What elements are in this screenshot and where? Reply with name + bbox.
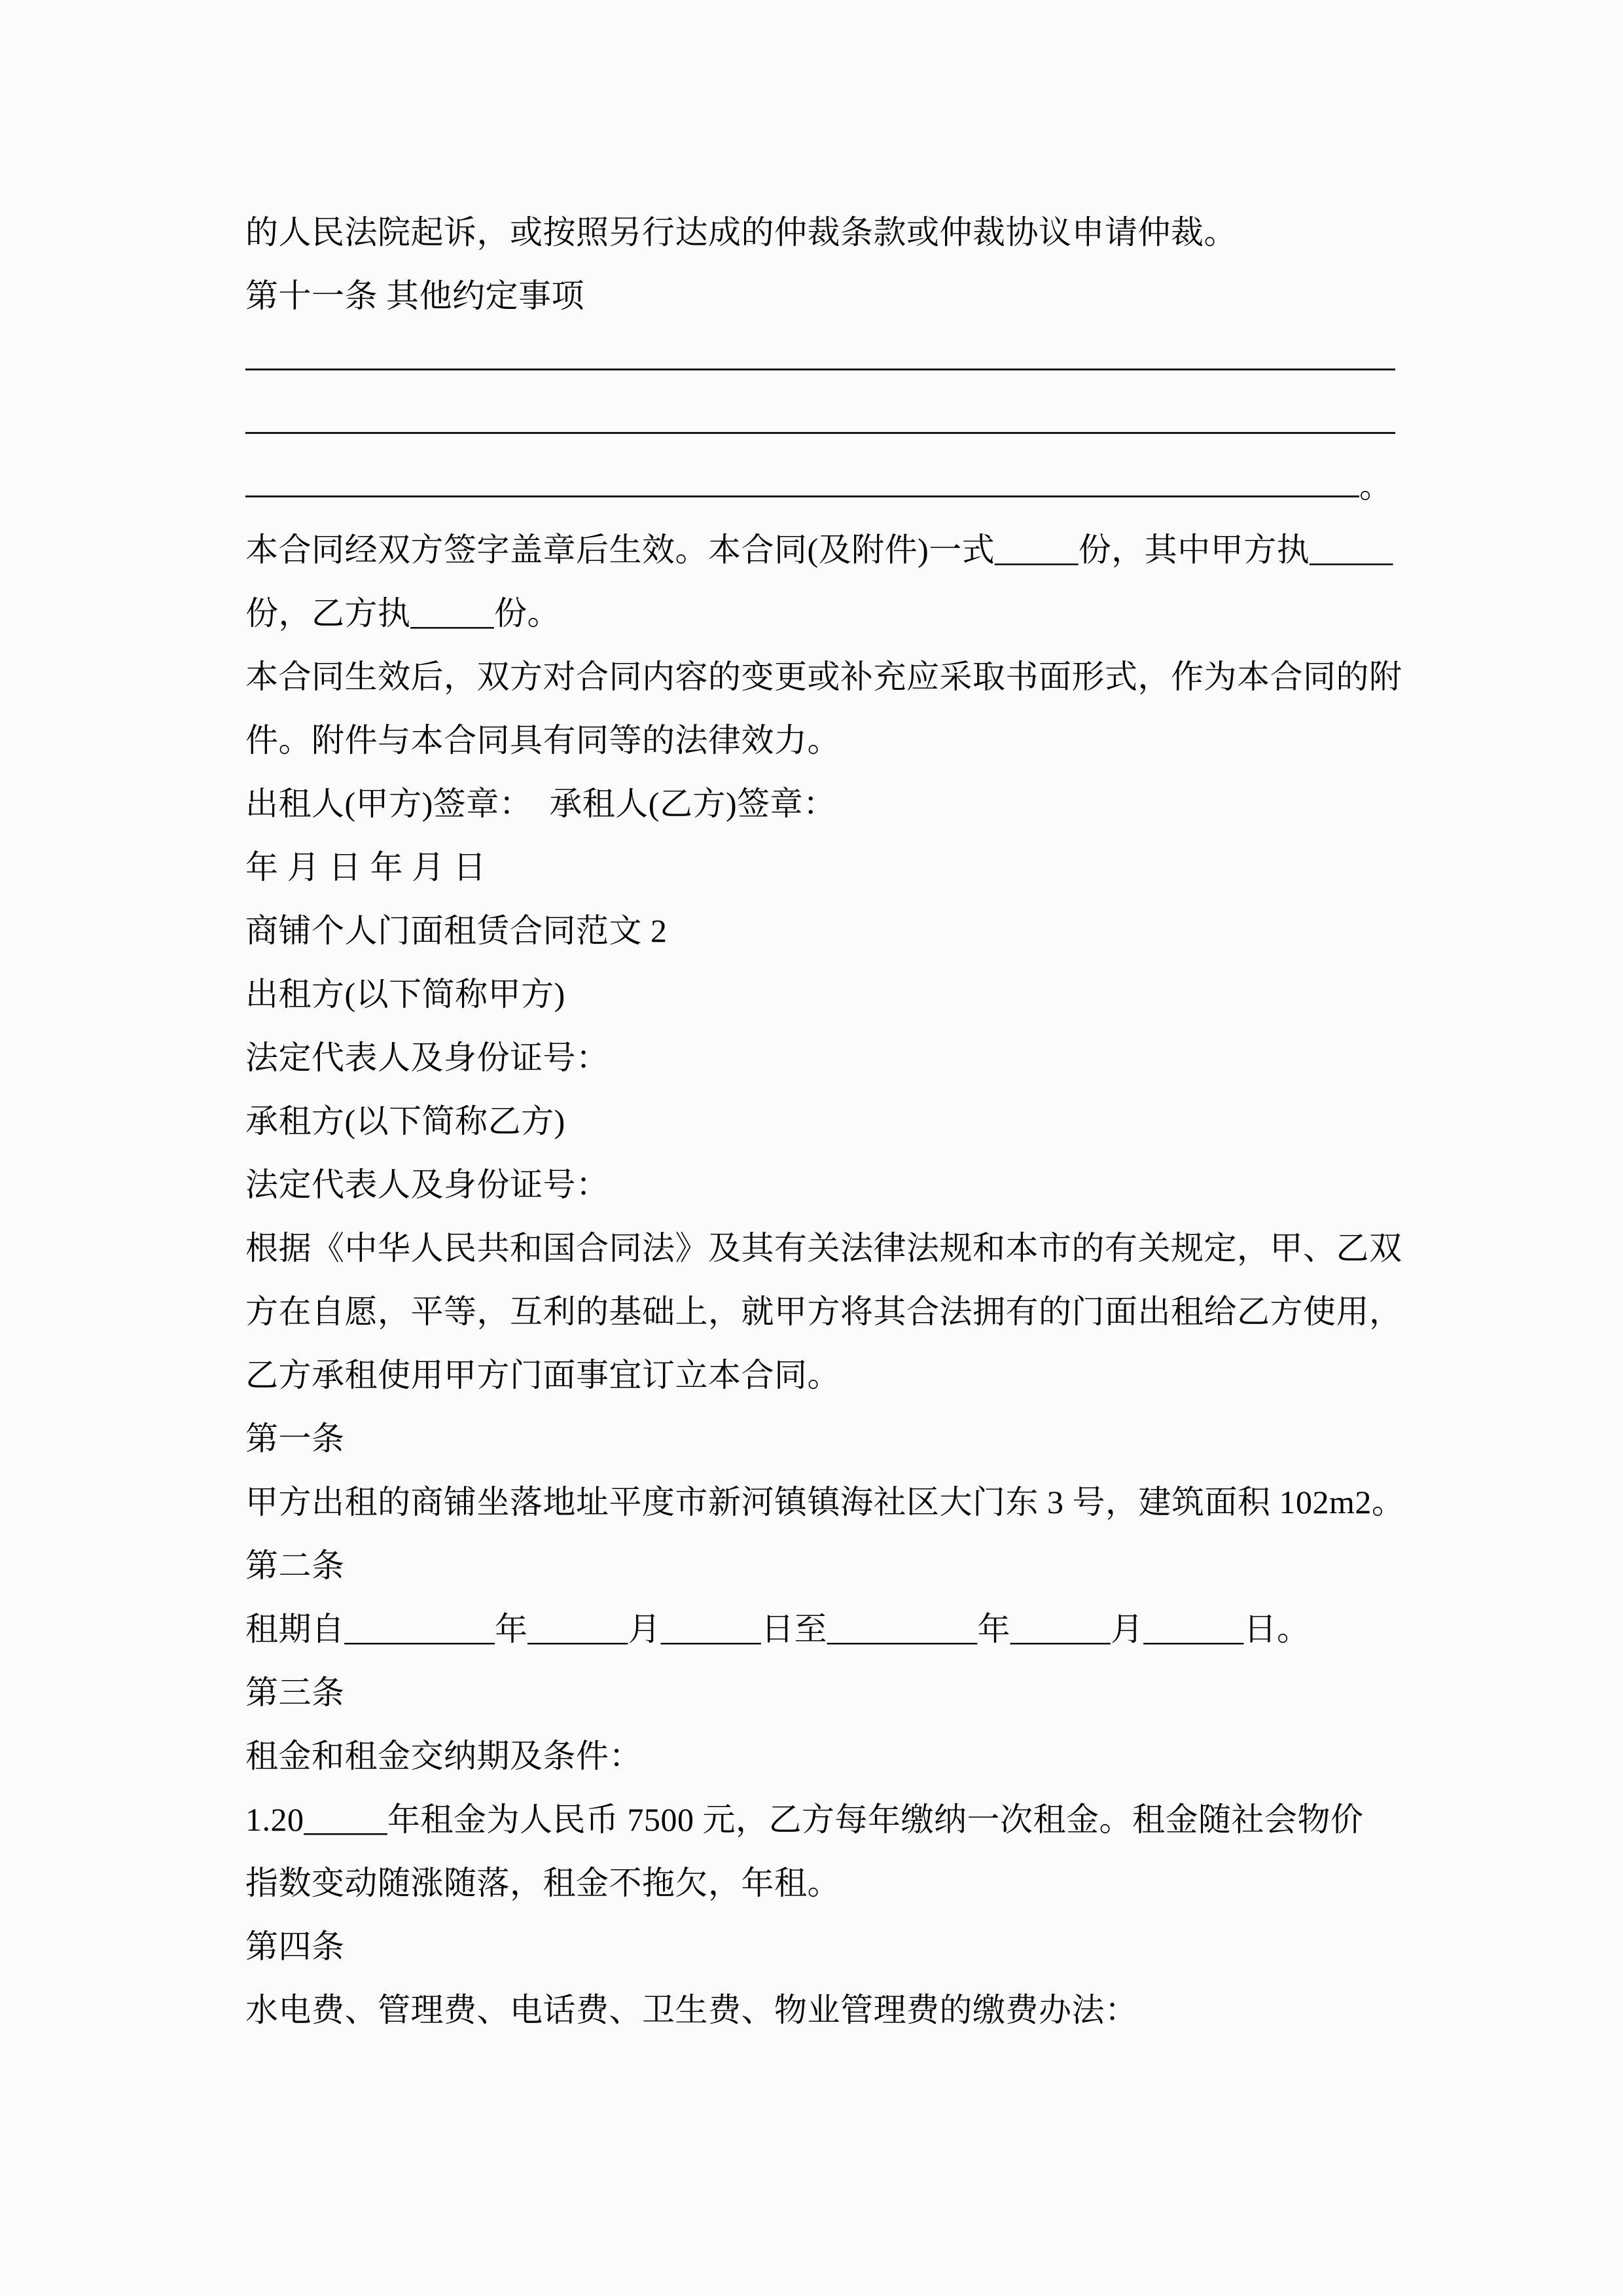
underline-blank bbox=[245, 495, 1359, 497]
document-line: 租金和租金交纳期及条件： bbox=[245, 1738, 642, 1774]
document-line: 水电费、管理费、电话费、卫生费、物业管理费的缴费办法： bbox=[245, 1992, 1138, 2028]
document-line: 的人民法院起诉，或按照另行达成的仲裁条款或仲裁协议申请仲裁。 bbox=[245, 214, 1237, 251]
document-line: 1.20_____年租金为人民币 7500 元，乙方每年缴纳一次租金。租金随社会物价 bbox=[245, 1801, 1364, 1838]
document-line: 第十一条 其他约定事项 bbox=[245, 278, 584, 314]
document-line: 租期自_________年______月______日至_________年______月______日。 bbox=[245, 1611, 1310, 1647]
document-line: 第二条 bbox=[245, 1547, 345, 1584]
document-line: 指数变动随涨随落，租金不拖欠，年租。 bbox=[245, 1865, 840, 1901]
document-line: 份，乙方执_____份。 bbox=[245, 595, 560, 632]
document-line: 甲方出租的商铺坐落地址平度市新河镇镇海社区大门东 3 号，建筑面积 102m2。 bbox=[245, 1484, 1405, 1520]
document-line: 根据《中华人民共和国合同法》及其有关法律法规和本市的有关规定，甲、乙双 bbox=[245, 1230, 1402, 1266]
blank-underline-row bbox=[245, 328, 1395, 391]
underline-period: 。 bbox=[1359, 468, 1393, 505]
underline-blank bbox=[245, 432, 1395, 434]
blank-underline-row bbox=[245, 391, 1395, 455]
document-line: 出租方(以下简称甲方) bbox=[245, 976, 565, 1013]
document-line: 本合同生效后，双方对合同内容的变更或补充应采取书面形式，作为本合同的附 bbox=[245, 658, 1402, 695]
document-line: 本合同经双方签字盖章后生效。本合同(及附件)一式_____份，其中甲方执_____ bbox=[245, 531, 1393, 568]
document-line: 第一条 bbox=[245, 1420, 345, 1457]
underline-blank bbox=[245, 368, 1395, 370]
document-line: 第三条 bbox=[245, 1674, 345, 1711]
document-line: 方在自愿，平等，互利的基础上，就甲方将其合法拥有的门面出租给乙方使用， bbox=[245, 1293, 1402, 1330]
document-line: 商铺个人门面租赁合同范文 2 bbox=[245, 912, 668, 949]
document-line: 第四条 bbox=[245, 1928, 345, 1965]
document-line: 年 月 日 年 月 日 bbox=[245, 849, 486, 886]
document-line: 法定代表人及身份证号： bbox=[245, 1039, 609, 1076]
document-line: 出租人(甲方)签章： 承租人(乙方)签章： bbox=[245, 785, 836, 822]
document-line: 法定代表人及身份证号： bbox=[245, 1166, 609, 1203]
document-line: 承租方(以下简称乙方) bbox=[245, 1103, 565, 1139]
document-line: 件。附件与本合同具有同等的法律效力。 bbox=[245, 722, 840, 759]
document-line: 乙方承租使用甲方门面事宜订立本合同。 bbox=[245, 1357, 840, 1393]
blank-underline-row bbox=[245, 455, 1395, 518]
